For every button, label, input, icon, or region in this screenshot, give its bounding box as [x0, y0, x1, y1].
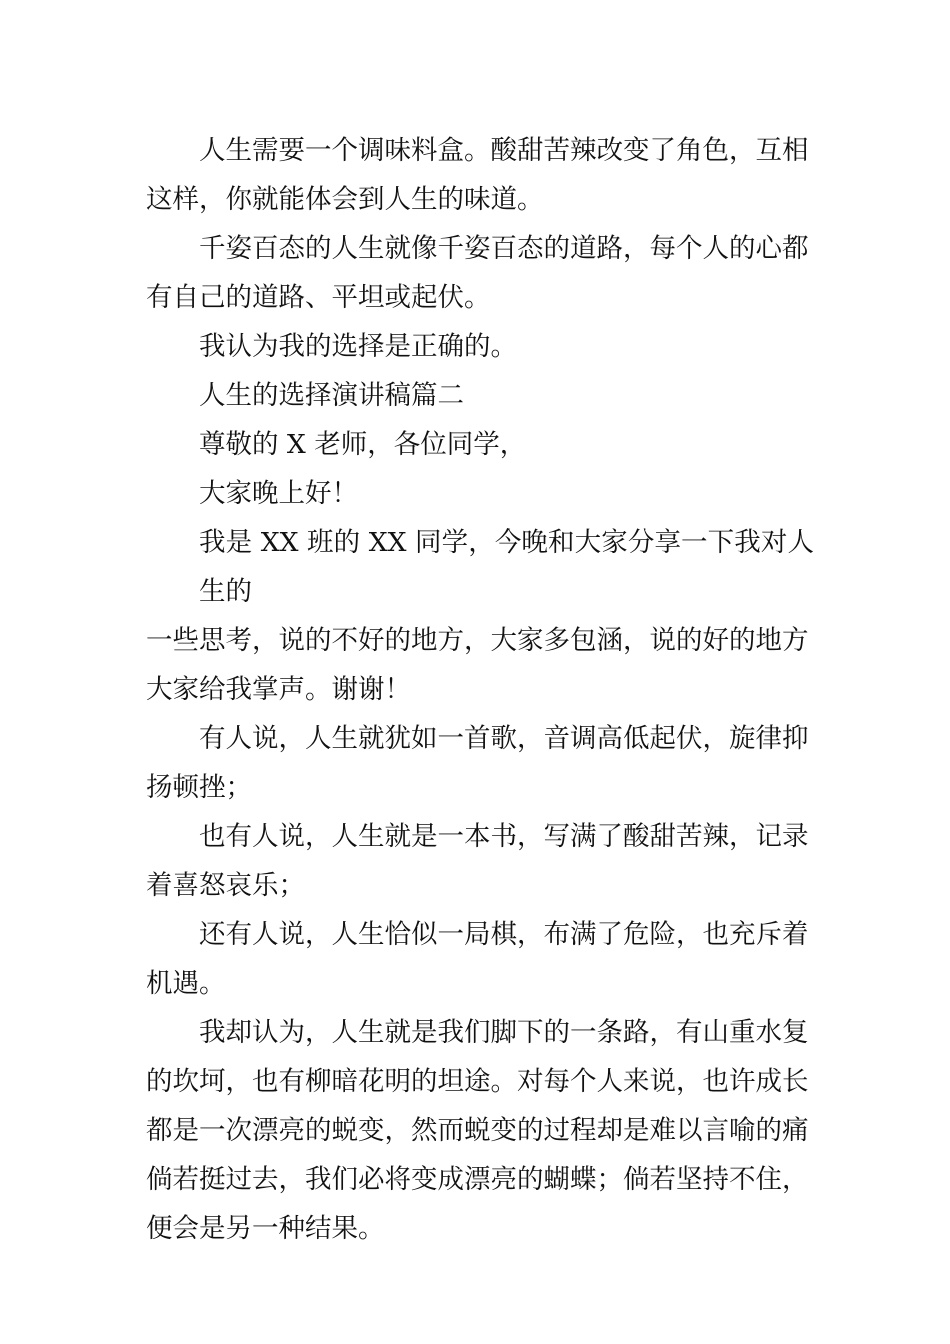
- paragraph: [146, 910, 814, 1008]
- paragraph: [146, 518, 814, 714]
- text-line: 大家晚上好！: [199, 478, 358, 509]
- text-line: 便会是另一种结果。: [146, 1213, 385, 1244]
- text-line: 我认为我的选择是正确的。: [199, 331, 517, 362]
- text-line: 千姿百态的人生就像千姿百态的道路，每个人的心都: [199, 233, 809, 264]
- text-line: 着喜怒哀乐；: [146, 870, 305, 901]
- paragraph: [146, 371, 814, 420]
- paragraph: [146, 420, 814, 469]
- text-line: 我是 XX 班的 XX 同学，今晚和大家分享一下我对人生的: [199, 527, 814, 607]
- text-line: 机遇。: [146, 968, 226, 999]
- text-line: 有自己的道路、平坦或起伏。: [146, 282, 491, 313]
- paragraph: [146, 322, 814, 371]
- paragraph: [146, 812, 814, 910]
- text-line: 有人说，人生就犹如一首歌，音调高低起伏，旋律抑: [199, 723, 809, 754]
- paragraph: [146, 224, 814, 322]
- text-line: 人生需要一个调味料盒。酸甜苦辣改变了角色，互相: [199, 135, 809, 166]
- paragraph: [146, 1008, 814, 1253]
- text-line: 扬顿挫；: [146, 772, 252, 803]
- text-line: 都是一次漂亮的蜕变，然而蜕变的过程却是难以言喻的痛: [146, 1115, 809, 1146]
- paragraph: [146, 126, 814, 224]
- document-body: [146, 126, 814, 1253]
- text-line: 也有人说，人生就是一本书，写满了酸甜苦辣，记录: [199, 821, 809, 852]
- text-line: 还有人说，人生恰似一局棋，布满了危险，也充斥着: [199, 919, 809, 950]
- text-line: 这样，你就能体会到人生的味道。: [146, 184, 544, 215]
- text-line: 倘若挺过去，我们必将变成漂亮的蝴蝶；倘若坚持不住，: [146, 1164, 809, 1195]
- text-line: 尊敬的 X 老师，各位同学，: [199, 429, 527, 460]
- text-line: 一些思考，说的不好的地方，大家多包涵，说的好的地方: [146, 625, 809, 656]
- text-line: 的坎坷，也有柳暗花明的坦途。对每个人来说，也许成长: [146, 1066, 809, 1097]
- paragraph: [146, 714, 814, 812]
- text-line: 我却认为，人生就是我们脚下的一条路，有山重水复: [199, 1017, 809, 1048]
- text-line: 人生的选择演讲稿篇二: [199, 380, 464, 411]
- paragraph: [146, 469, 814, 518]
- text-line: 大家给我掌声。谢谢！: [146, 674, 411, 705]
